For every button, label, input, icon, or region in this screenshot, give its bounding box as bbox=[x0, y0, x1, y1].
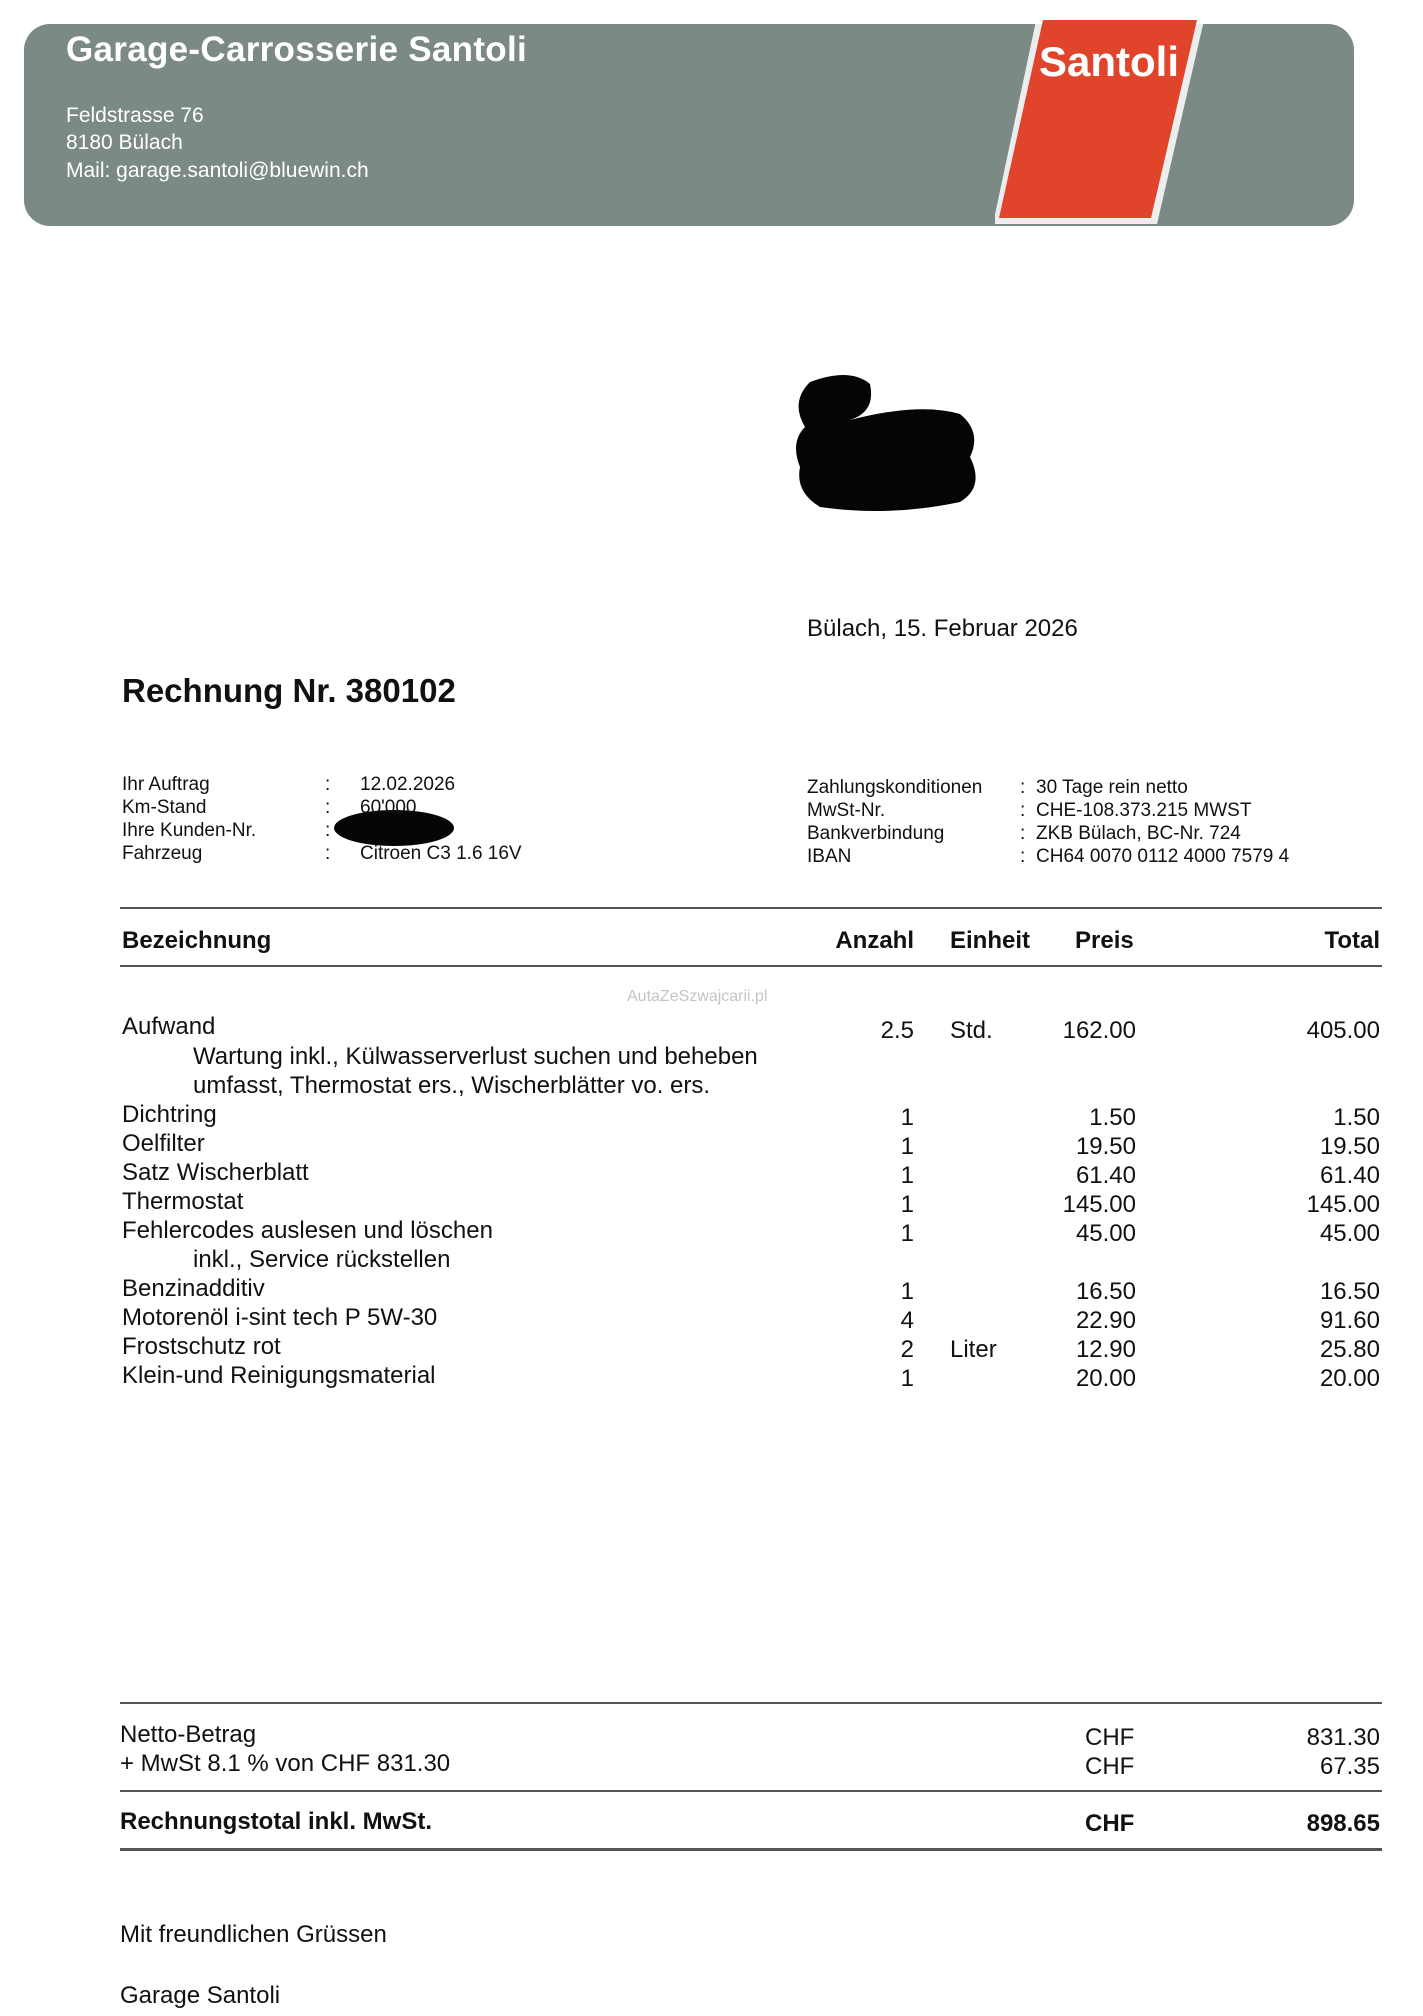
row-price: 19.50 bbox=[1075, 1133, 1136, 1160]
row-price: 45.00 bbox=[1075, 1220, 1136, 1247]
invoice-total-value: 898.65 bbox=[1306, 1810, 1380, 1837]
col-header-total: Total bbox=[1324, 927, 1380, 954]
row-total: 405.00 bbox=[1306, 1017, 1380, 1044]
row-total: 1.50 bbox=[1333, 1104, 1380, 1131]
invoice-total-currency: CHF bbox=[1085, 1810, 1135, 1837]
row-quantity: 1 bbox=[900, 1104, 914, 1131]
row-unit: Std. bbox=[950, 1017, 993, 1044]
netto-currency: CHF bbox=[1085, 1724, 1135, 1751]
row-quantity: 1 bbox=[900, 1278, 914, 1305]
invoice-total-label: Rechnungstotal inkl. MwSt. bbox=[120, 1808, 433, 1835]
vat-number-label: MwSt-Nr. bbox=[807, 800, 886, 821]
vat-value: 67.35 bbox=[1319, 1753, 1380, 1780]
netto-value: 831.30 bbox=[1306, 1724, 1380, 1751]
vehicle-value: Citroen C3 1.6 16V bbox=[360, 843, 522, 864]
bank-value: ZKB Bülach, BC-Nr. 724 bbox=[1036, 823, 1241, 844]
col-header-unit: Einheit bbox=[950, 927, 1031, 954]
row-description: Thermostat bbox=[122, 1188, 244, 1215]
row-quantity: 4 bbox=[900, 1307, 914, 1334]
payment-terms-colon: : bbox=[1020, 777, 1026, 798]
row-quantity: 1 bbox=[900, 1365, 914, 1392]
vat-number-colon: : bbox=[1020, 800, 1026, 821]
row-quantity: 2.5 bbox=[880, 1017, 914, 1044]
row-total: 16.50 bbox=[1319, 1278, 1380, 1305]
place-date: Bülach, 15. Februar 2026 bbox=[807, 615, 1078, 642]
row-quantity: 1 bbox=[900, 1220, 914, 1247]
row-description: Dichtring bbox=[122, 1101, 217, 1128]
row-description: Oelfilter bbox=[122, 1130, 205, 1157]
row-price: 1.50 bbox=[1089, 1104, 1136, 1131]
closing-signature: Garage Santoli bbox=[120, 1982, 281, 2009]
bank-colon: : bbox=[1020, 823, 1026, 844]
netto-label: Netto-Betrag bbox=[120, 1721, 257, 1748]
order-date-colon: : bbox=[325, 774, 331, 795]
row-price: 61.40 bbox=[1075, 1162, 1136, 1189]
row-description: Fehlercodes auslesen und löschen bbox=[122, 1217, 493, 1244]
company-name: Garage-Carrosserie Santoli bbox=[66, 30, 528, 69]
summary-mid-rule bbox=[120, 1790, 1382, 1792]
vehicle-label: Fahrzeug bbox=[122, 843, 203, 864]
km-colon: : bbox=[325, 797, 331, 818]
order-date-label: Ihr Auftrag bbox=[122, 774, 210, 795]
row-description: Klein-und Reinigungsmaterial bbox=[122, 1362, 436, 1389]
santoli-logo bbox=[995, 14, 1205, 224]
iban-colon: : bbox=[1020, 846, 1026, 867]
row-total: 91.60 bbox=[1319, 1307, 1380, 1334]
row-description: Frostschutz rot bbox=[122, 1333, 281, 1360]
col-header-description: Bezeichnung bbox=[122, 927, 272, 954]
row-price: 22.90 bbox=[1075, 1307, 1136, 1334]
redacted-address bbox=[790, 372, 980, 512]
row-quantity: 1 bbox=[900, 1191, 914, 1218]
row-description: Aufwand bbox=[122, 1013, 216, 1040]
payment-terms-value: 30 Tage rein netto bbox=[1036, 777, 1188, 798]
row-total: 145.00 bbox=[1306, 1191, 1380, 1218]
km-label: Km-Stand bbox=[122, 797, 207, 818]
invoice-title: Rechnung Nr. 380102 bbox=[122, 672, 456, 709]
company-mail: Mail: garage.santoli@bluewin.ch bbox=[66, 159, 369, 182]
payment-terms-label: Zahlungskonditionen bbox=[807, 777, 983, 798]
col-header-price: Preis bbox=[1075, 927, 1134, 954]
row-price: 20.00 bbox=[1075, 1365, 1136, 1392]
row-detail-line-2: umfasst, Thermostat ers., Wischerblätter vo. ers. bbox=[193, 1072, 711, 1099]
row-total: 19.50 bbox=[1319, 1133, 1380, 1160]
row-total: 25.80 bbox=[1319, 1336, 1380, 1363]
row-total: 45.00 bbox=[1319, 1220, 1380, 1247]
vehicle-colon: : bbox=[325, 843, 331, 864]
watermark: AutaZeSzwajcarii.pl bbox=[627, 988, 768, 1005]
company-city: 8180 Bülach bbox=[66, 131, 183, 154]
logo-text: Santoli bbox=[1038, 38, 1180, 85]
row-quantity: 1 bbox=[900, 1162, 914, 1189]
row-description: Motorenöl i-sint tech P 5W-30 bbox=[122, 1304, 438, 1331]
row-price: 12.90 bbox=[1075, 1336, 1136, 1363]
santoli-logo-graphic bbox=[995, 14, 1205, 224]
row-description: Benzinadditiv bbox=[122, 1275, 265, 1302]
summary-top-rule bbox=[120, 1702, 1382, 1704]
customer-number-label: Ihre Kunden-Nr. bbox=[122, 820, 257, 841]
row-price: 162.00 bbox=[1062, 1017, 1136, 1044]
row-price: 145.00 bbox=[1062, 1191, 1136, 1218]
row-total: 20.00 bbox=[1319, 1365, 1380, 1392]
table-top-rule bbox=[120, 907, 1382, 909]
bank-label: Bankverbindung bbox=[807, 823, 945, 844]
km-value: 60'000 bbox=[360, 797, 417, 818]
row-detail-line-1: Wartung inkl., Külwasserverlust suchen und beheben bbox=[193, 1043, 758, 1070]
row-description: Satz Wischerblatt bbox=[122, 1159, 309, 1186]
row-unit: Liter bbox=[950, 1336, 997, 1363]
closing-greeting: Mit freundlichen Grüssen bbox=[120, 1921, 387, 1948]
row-price: 16.50 bbox=[1075, 1278, 1136, 1305]
col-header-quantity: Anzahl bbox=[835, 927, 914, 954]
vat-number-value: CHE-108.373.215 MWST bbox=[1036, 800, 1252, 821]
vat-label: + MwSt 8.1 % von CHF 831.30 bbox=[120, 1750, 451, 1777]
row-total: 61.40 bbox=[1319, 1162, 1380, 1189]
row-quantity: 1 bbox=[900, 1133, 914, 1160]
row-detail-line-1: inkl., Service rückstellen bbox=[193, 1246, 451, 1273]
table-header-rule bbox=[120, 965, 1382, 967]
row-quantity: 2 bbox=[900, 1336, 914, 1363]
vat-currency: CHF bbox=[1085, 1753, 1135, 1780]
order-date-value: 12.02.2026 bbox=[360, 774, 456, 795]
summary-bottom-rule bbox=[120, 1848, 1382, 1851]
iban-label: IBAN bbox=[807, 846, 852, 867]
customer-number-colon: : bbox=[325, 820, 331, 841]
iban-value: CH64 0070 0112 4000 7579 4 bbox=[1036, 846, 1290, 867]
company-street: Feldstrasse 76 bbox=[66, 104, 204, 127]
